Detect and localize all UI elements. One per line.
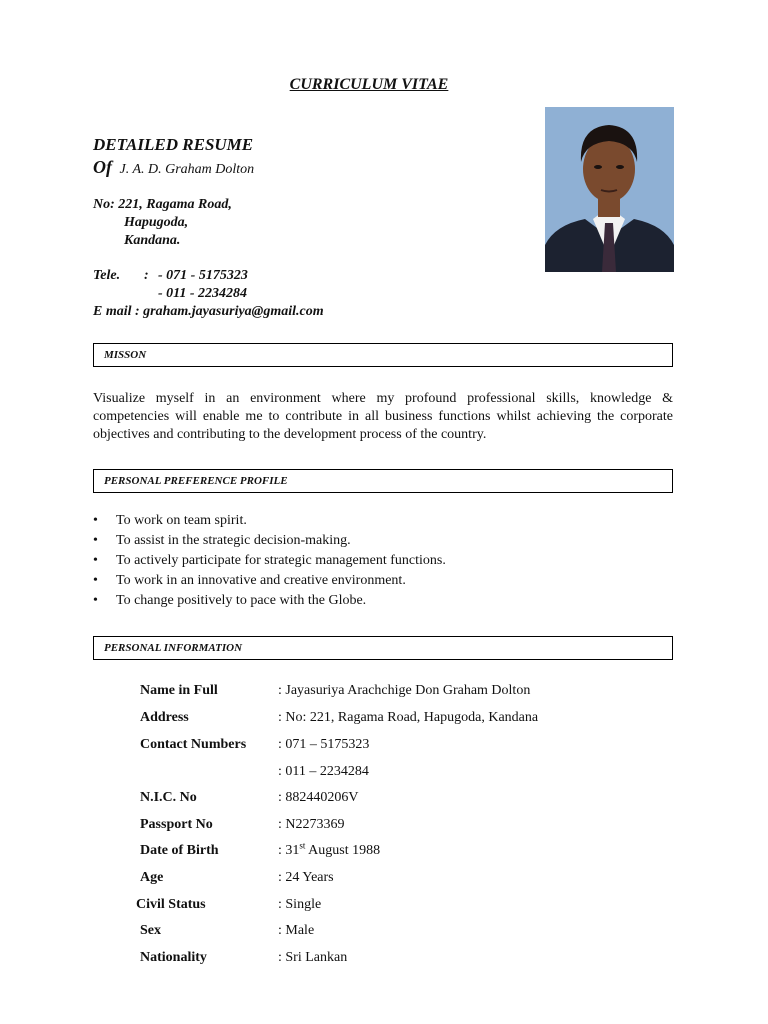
info-value-contact-2: : 011 – 2234284 [278, 764, 369, 779]
address-line-2: Hapugoda, [124, 215, 189, 230]
tele-label: Tele. [93, 268, 121, 283]
profile-photo-image [545, 107, 674, 272]
personal-info-section-header [93, 636, 673, 660]
dob-suffix: st [299, 840, 306, 851]
address-line-3: Kandana. [124, 233, 181, 248]
document-title: CURRICULUM VITAE [289, 76, 449, 93]
preference-list [93, 511, 446, 611]
list-item: • To work in an innovative and creative environment. [93, 571, 446, 591]
mission-section-header [93, 343, 673, 367]
info-label-nationality: Nationality [140, 950, 207, 965]
info-label-name: Name in Full [140, 683, 218, 698]
info-label-civil-status: Civil Status [136, 897, 206, 912]
address-line-1: No: 221, Ragama Road, [93, 197, 232, 212]
dob-day: : 31 [278, 843, 300, 858]
info-value-name: : Jayasuriya Arachchige Don Graham Dolton [278, 683, 531, 698]
info-value-dob [278, 840, 381, 859]
phone-2: - 011 - 2234284 [158, 286, 248, 301]
info-label-passport: Passport No [140, 817, 213, 832]
info-value-passport: : N2273369 [278, 817, 345, 832]
mission-heading: MISSON [104, 349, 147, 361]
personal-info-heading: PERSONAL INFORMATION [104, 642, 243, 654]
list-item: • To assist in the strategic decision-making. [93, 531, 446, 551]
email-line: E mail : graham.jayasuriya@gmail.com [93, 304, 324, 319]
phone-1: - 071 - 5175323 [158, 268, 248, 283]
info-label-dob: Date of Birth [140, 843, 219, 858]
preference-section-header [93, 469, 673, 493]
profile-photo [545, 107, 674, 272]
of-label: Of [93, 157, 112, 177]
info-value-sex: : Male [278, 923, 315, 938]
info-label-address: Address [140, 710, 189, 725]
info-value-contact-1: : 071 – 5175323 [278, 737, 370, 752]
info-value-age: : 24 Years [278, 870, 334, 885]
applicant-name: J. A. D. Graham Dolton [119, 162, 255, 177]
info-value-nic: : 882440206V [278, 790, 359, 805]
info-label-nic: N.I.C. No [140, 790, 197, 805]
resume-name-line [93, 157, 254, 178]
list-item: • To work on team spirit. [93, 511, 446, 531]
tele-colon: : [144, 268, 149, 283]
dob-month-year: August 1988 [305, 843, 381, 858]
info-label-sex: Sex [140, 923, 161, 938]
info-value-civil-status: : Single [278, 897, 322, 912]
list-item: • To change positively to pace with the Globe. [93, 591, 446, 611]
mission-text: Visualize myself in an environment where my profound professional skills, knowledge & competencies will enable me to contribute in all business functions whilst achieving the corporate objectives and contributing to the development process of the country. [93, 391, 673, 442]
preference-heading: PERSONAL PREFERENCE PROFILE [104, 475, 288, 487]
info-label-contact: Contact Numbers [140, 737, 247, 752]
list-item: • To actively participate for strategic management functions. [93, 551, 446, 571]
info-value-nationality: : Sri Lankan [278, 950, 348, 965]
info-label-age: Age [140, 870, 164, 885]
info-value-address: : No: 221, Ragama Road, Hapugoda, Kandana [278, 710, 539, 725]
resume-heading: DETAILED RESUME [93, 135, 254, 154]
